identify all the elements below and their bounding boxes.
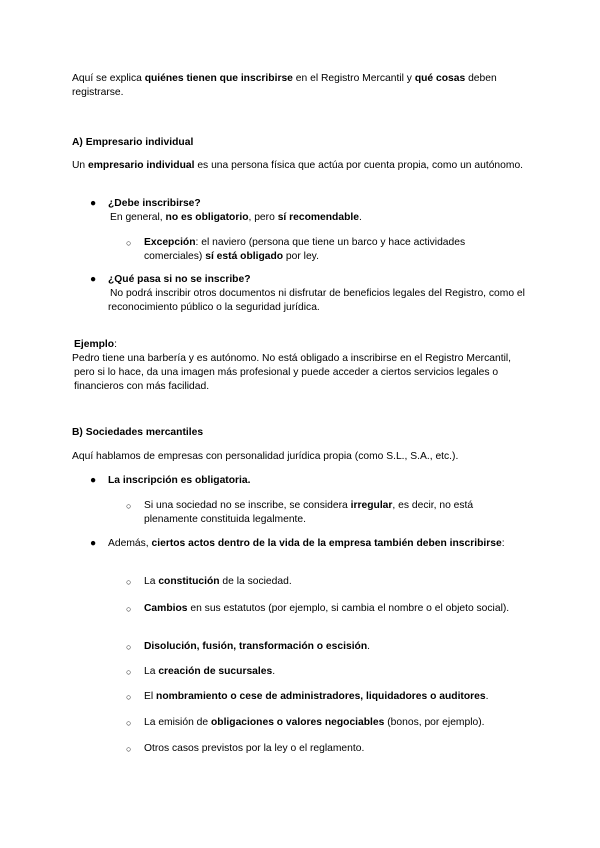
item-text: . bbox=[485, 691, 489, 702]
sub-bullet-text bbox=[144, 716, 524, 730]
item-bold: constitución bbox=[158, 576, 220, 587]
ademas-bold: ciertos actos dentro de la vida de la empresa también deben inscribirse bbox=[151, 538, 502, 549]
bullet-text bbox=[108, 474, 528, 488]
bullet-text bbox=[108, 537, 528, 551]
example-colon: : bbox=[114, 339, 117, 350]
item-text: La bbox=[144, 576, 159, 587]
item-text: . bbox=[367, 641, 371, 652]
item-text: (bonos, por ejemplo). bbox=[384, 717, 485, 728]
intro-bold: quiénes tienen que inscribirse bbox=[144, 73, 293, 84]
ademas-text: Además, bbox=[108, 538, 152, 549]
item-bold: nombramiento o cese de administradores, liquidadores o auditores bbox=[156, 691, 486, 702]
intro-paragraph bbox=[72, 72, 532, 100]
ademas-text: : bbox=[501, 538, 505, 549]
item-text: en sus estatutos (por ejemplo, si cambia el nombre o el objeto social). bbox=[187, 603, 510, 614]
bullet-circle-icon: ○ bbox=[126, 604, 132, 614]
section-a-heading: A) Empresario individual bbox=[72, 137, 194, 148]
bullet-text bbox=[108, 273, 528, 315]
irregular-text: , es decir, no está plenamente constituida legalmente. bbox=[144, 500, 474, 525]
item-bold: creación de sucursales bbox=[158, 666, 273, 677]
obligation-bold: La inscripción es obligatoria. bbox=[108, 475, 251, 486]
section-b-heading: B) Sociedades mercantiles bbox=[72, 427, 204, 438]
sub-bullet-text bbox=[144, 575, 524, 589]
bullet-dot-icon: ● bbox=[90, 198, 97, 209]
intro-bold: qué cosas bbox=[414, 73, 466, 84]
bullet-circle-icon: ○ bbox=[126, 744, 132, 754]
exception-text: : el naviero (persona que tiene un barco y hace actividades comerciales) bbox=[144, 237, 466, 262]
sub-bullet-text bbox=[144, 499, 524, 527]
bullet-text bbox=[108, 197, 528, 225]
irregular-text: Si una sociedad no se inscribe, se considera bbox=[144, 500, 351, 511]
intro-text: Aquí se explica bbox=[72, 73, 145, 84]
item-bold: Cambios bbox=[144, 603, 188, 614]
sub-bullet-text bbox=[144, 690, 544, 704]
example-block bbox=[74, 338, 534, 394]
question-label: ¿Qué pasa si no se inscribe? bbox=[108, 274, 251, 285]
item-text: de la sociedad. bbox=[219, 576, 292, 587]
irregular-bold: irregular bbox=[350, 500, 393, 511]
sub-bullet-text bbox=[144, 665, 524, 679]
intro-text: deben registrarse. bbox=[72, 73, 497, 98]
exception-text: por ley. bbox=[283, 251, 319, 262]
sub-bullet-text bbox=[144, 236, 524, 264]
item-text: . bbox=[272, 666, 276, 677]
bullet-circle-icon: ○ bbox=[126, 642, 132, 652]
bullet-circle-icon: ○ bbox=[126, 577, 132, 587]
item-text: El bbox=[144, 691, 157, 702]
question-label: ¿Debe inscribirse? bbox=[108, 198, 201, 209]
exception-bold: sí está obligado bbox=[205, 251, 284, 262]
sub-bullet-text bbox=[144, 640, 524, 654]
item-text: Otros casos previstos por la ley o el reglamento. bbox=[144, 743, 365, 754]
intro-text: en el Registro Mercantil y bbox=[292, 73, 415, 84]
answer-text: . bbox=[358, 212, 362, 223]
example-label: Ejemplo bbox=[74, 339, 115, 350]
answer-text: , pero bbox=[248, 212, 278, 223]
bullet-circle-icon: ○ bbox=[126, 667, 132, 677]
example-text: Pedro tiene una barbería y es autónomo. No está obligado a inscribirse en el Registro Mercantil, pero si lo hace, da una imagen más profesional y puede acceder a ciertos servicios legales o financieros con más facilidad. bbox=[72, 353, 512, 392]
sub-bullet-text bbox=[144, 602, 524, 616]
definition-text: Un bbox=[72, 160, 89, 171]
bullet-circle-icon: ○ bbox=[126, 718, 132, 728]
item-text: La bbox=[144, 666, 159, 677]
section-b-intro: Aquí hablamos de empresas con personalidad jurídica propia (como S.L., S.A., etc.). bbox=[72, 451, 459, 462]
bullet-dot-icon: ● bbox=[90, 538, 97, 549]
bullet-circle-icon: ○ bbox=[126, 692, 132, 702]
definition-bold: empresario individual bbox=[88, 160, 195, 171]
item-bold: obligaciones o valores negociables bbox=[210, 717, 385, 728]
definition-text: es una persona física que actúa por cuenta propia, como un autónomo. bbox=[194, 160, 524, 171]
sub-bullet-text bbox=[144, 742, 524, 756]
bullet-circle-icon: ○ bbox=[126, 238, 132, 248]
bullet-circle-icon: ○ bbox=[126, 501, 132, 511]
item-text: La emisión de bbox=[144, 717, 211, 728]
item-bold: Disolución, fusión, transformación o escisión bbox=[144, 641, 368, 652]
answer-bold: sí recomendable bbox=[277, 212, 359, 223]
bullet-dot-icon: ● bbox=[90, 475, 97, 486]
answer-text: En general, bbox=[110, 212, 166, 223]
section-a-definition bbox=[72, 159, 532, 173]
answer-text: No podrá inscribir otros documentos ni disfrutar de beneficios legales del Registro, como el reconocimiento público o la seguridad jurídica. bbox=[108, 288, 525, 313]
exception-label: Excepción bbox=[144, 237, 196, 248]
answer-bold: no es obligatorio bbox=[165, 212, 249, 223]
bullet-dot-icon: ● bbox=[90, 274, 97, 285]
